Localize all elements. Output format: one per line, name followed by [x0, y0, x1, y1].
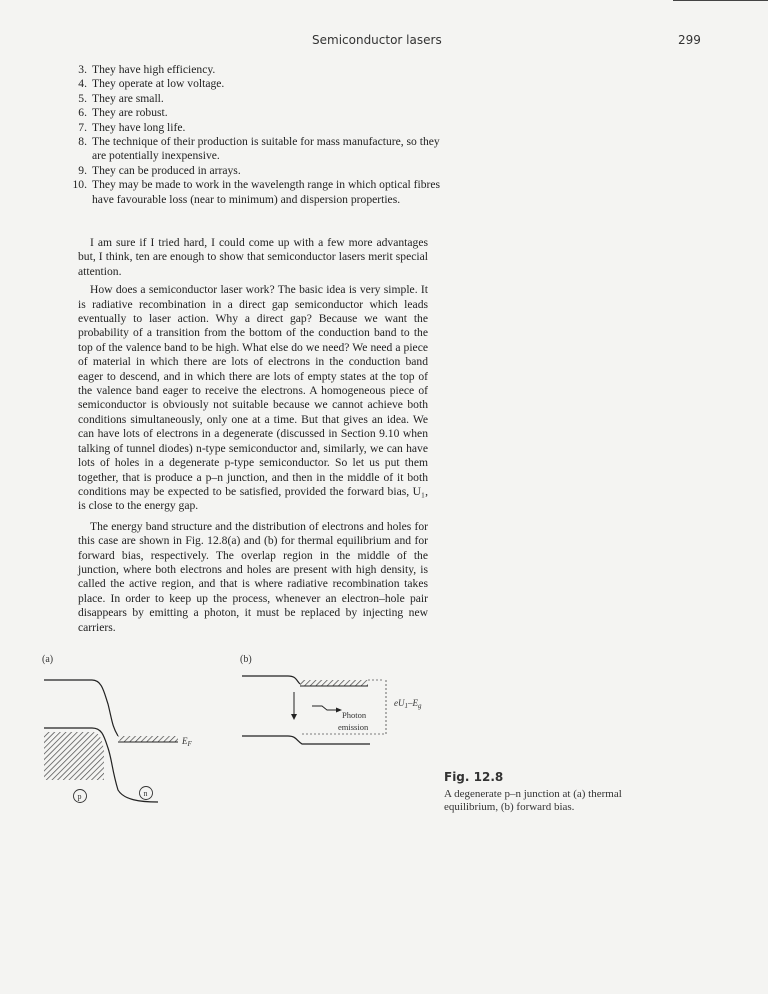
valence-filled-p: [44, 732, 104, 780]
page-number: 299: [678, 33, 701, 47]
page-header: [0, 33, 768, 53]
running-head: Semiconductor lasers: [312, 33, 442, 47]
advantages-list: [72, 63, 442, 207]
bias-label: $eU_1-E_g$: [394, 698, 422, 710]
list-item: 8. The technique of their production is suitable for mass manufacture, so they are potentially inexpensive.: [78, 135, 440, 163]
list-item: 6. They are robust.: [78, 106, 168, 120]
list-item: 9. They can be produced in arrays.: [78, 163, 241, 177]
photon-arrow: [312, 706, 336, 710]
p-label: p: [77, 792, 82, 801]
caption-text: A degenerate p–n junction at (a) thermal equilibrium, (b) forward bias.: [444, 788, 622, 813]
conduction-filled-n: [118, 736, 178, 742]
photon-label: Photon: [342, 710, 367, 720]
list-item: 4. They operate at low voltage.: [78, 77, 225, 91]
body-text: [78, 236, 428, 641]
fermi-label: $E_F$: [182, 736, 192, 748]
conduction-band-b: [242, 676, 300, 684]
list-item: 3. They have high efficiency.: [78, 63, 216, 76]
n-label: n: [143, 789, 148, 798]
paragraph: The energy band structure and the distribution of electrons and holes for this case are shown in Fig. 12.8(a) and (b) for thermal equilibrium and for forward bias, respectively. The overlap region in the middle of the junction, where both electrons and holes are present with high density, is called the active region, and that is where radiative recombination takes place. In order to keep up the process, whenever an electron–hole pair disappears by emitting a photon, it must be replaced by injecting new carriers.: [78, 519, 428, 634]
valence-band-b: [242, 736, 370, 744]
panel-a-label: (a): [42, 654, 54, 665]
paragraph: How does a semiconductor laser work? The basic idea is very simple. It is radiative recombination in a direct gap semiconductor which leads eventually to laser action. Why a direct gap? Because we want the probability of a transition from the bottom of the conduction band to the top of the valence band to be high. What else do we need? We need a piece of material in which there are lots of electrons in the conduction band eager to descend, and in which there are lots of empty states at the top of the valence band eager to receive the electrons. A homogeneous piece of semiconductor is obviously not suitable because we cannot achieve both conditions simultaneously, only one at a time. But that gives an idea. We can have lots of electrons in a degenerate (discussed in Section 9.10 when talking of tunnel diodes) n-type semiconductor and, similarly, we can have lots of holes in a degenerate p-type semiconductor. So let us put them together, that is produce a p–n junction, and then in the middle of it both conditions may be expected to be satisfied, provided the forward bias, U₁, is close to the energy gap.: [78, 283, 428, 513]
figure-number: Fig. 12.8: [444, 770, 504, 784]
list-item: 7. They have long life.: [78, 120, 186, 134]
emission-label: emission: [338, 722, 369, 732]
paragraph: I am sure if I tried hard, I could come up with a few more advantages but, I think, ten are enough to show that semiconductor lasers merit special attention.: [78, 236, 428, 278]
band-diagram-figure: [40, 650, 440, 820]
band-diagram: [40, 650, 440, 820]
panel-b-label: (b): [240, 654, 252, 665]
list-item: 10. They may be made to work in the wavelength range in which optical fibres have favourable loss (near to minimum) and dispersion properties.: [72, 178, 441, 206]
list-item: 5. They are small.: [78, 91, 164, 105]
figure-caption: [444, 770, 644, 814]
top-rule: [673, 0, 768, 1]
electrons-filled-b: [300, 680, 368, 686]
